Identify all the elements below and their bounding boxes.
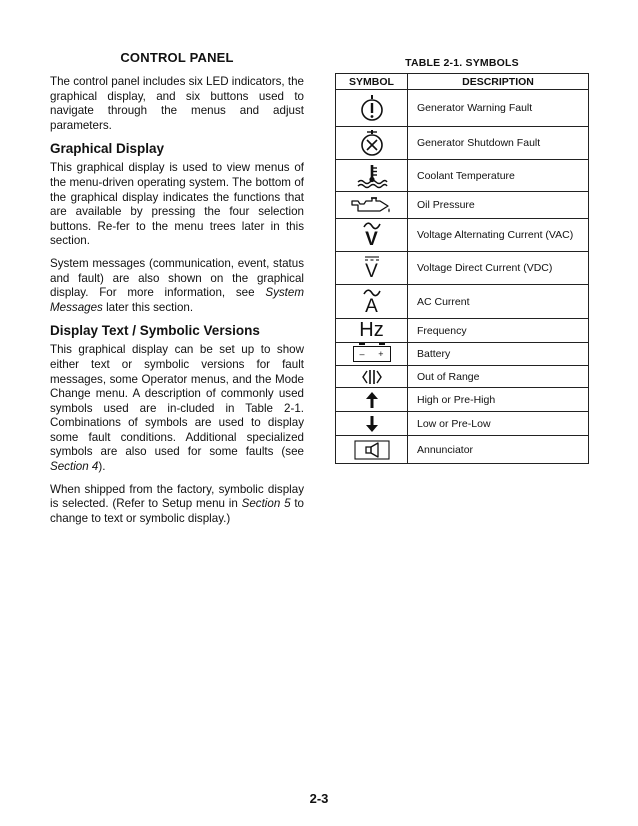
coolant-temperature-icon xyxy=(355,163,389,189)
text-run: This graphical display can be set up to show either text or symbolic versions for fault messages, some Operator menus, and the Mode Change menu. A description of commonly used symbols used are in-cluded in Table 2-1. Combinations of symbols are used to display some fault conditions. Additional specialized symbols are also used for some faults (see xyxy=(50,343,304,459)
symbol-cell xyxy=(336,285,408,319)
symbol-cell xyxy=(336,219,408,252)
generator-shutdown-icon xyxy=(360,129,384,157)
symbol-cell xyxy=(336,343,408,366)
symbol-cell xyxy=(336,90,408,127)
symbol-cell xyxy=(336,252,408,285)
table-row xyxy=(336,127,589,160)
symbol-cell xyxy=(336,127,408,160)
battery-terminal-left xyxy=(359,343,365,345)
description-cell: Voltage Direct Current (VDC) xyxy=(408,252,589,285)
graphical-display-heading: Graphical Display xyxy=(50,141,165,157)
volt-symbol: V xyxy=(365,261,378,282)
table-row xyxy=(336,366,589,388)
description-cell: Battery xyxy=(408,343,589,366)
table-row xyxy=(336,90,589,127)
description-cell: Annunciator xyxy=(408,436,589,464)
frequency-icon: Hz xyxy=(359,319,384,341)
description-cell: Out of Range xyxy=(408,366,589,388)
battery-minus-sign: – xyxy=(359,349,365,359)
vdc-icon xyxy=(336,255,407,281)
table-row xyxy=(336,192,589,219)
table-row xyxy=(336,219,589,252)
symbol-cell xyxy=(336,192,408,219)
display-text-heading: Display Text / Symbolic Versions xyxy=(50,323,260,339)
description-cell: AC Current xyxy=(408,285,589,319)
annunciator-icon xyxy=(354,440,390,460)
table-row xyxy=(336,252,589,285)
symbol-cell xyxy=(336,319,408,343)
table-row xyxy=(336,412,589,436)
section-reference: Section 5 xyxy=(241,497,291,511)
volt-symbol: V xyxy=(365,229,378,250)
section-reference: Section 4 xyxy=(50,460,99,474)
symbol-cell xyxy=(336,436,408,464)
page-number: 2-3 xyxy=(309,791,329,806)
left-column xyxy=(50,50,304,534)
oil-pressure-icon xyxy=(350,195,394,215)
description-cell: Generator Warning Fault xyxy=(408,90,589,127)
symbol-cell xyxy=(336,366,408,388)
description-cell: High or Pre-High xyxy=(408,388,589,412)
generator-warning-icon xyxy=(360,94,384,122)
text-run: When shipped from the factory, symbolic display is selected. (Refer to Setup menu in xyxy=(50,482,304,511)
symbol-cell xyxy=(336,412,408,436)
display-text-paragraph-1 xyxy=(50,343,304,474)
intro-paragraph: The control panel includes six LED indicators, the graphical display, and six buttons used to navigate through the menus and adjust parameters. xyxy=(50,75,304,132)
symbols-table-block xyxy=(335,57,589,464)
section-title: CONTROL PANEL xyxy=(120,50,234,65)
section-reference: System Messages xyxy=(50,286,304,314)
table-row xyxy=(336,160,589,192)
amp-symbol: A xyxy=(365,295,378,317)
vac-icon xyxy=(336,221,407,249)
table-row xyxy=(336,319,589,343)
display-text-paragraph-2 xyxy=(50,483,304,527)
arrow-down-icon xyxy=(365,415,379,433)
text-run: to change to text or symbolic display.) xyxy=(50,497,305,525)
battery-terminal-right xyxy=(379,343,385,345)
description-cell: Voltage Alternating Current (VAC) xyxy=(408,219,589,252)
text-run: later this section. xyxy=(102,300,194,314)
symbol-cell xyxy=(336,388,408,412)
symbols-table xyxy=(335,73,589,464)
battery-plus-sign: + xyxy=(378,349,384,359)
graphical-display-paragraph-1: This graphical display is used to view menus of the menu-driven operating system. The bottom of the graphical display indicates the functions that are available by pressing the four selection buttons. Re-fer to the menu trees later in this section. xyxy=(50,161,304,248)
table-title: TABLE 2-1. SYMBOLS xyxy=(405,57,519,69)
symbol-column-header: SYMBOL xyxy=(336,74,408,90)
description-cell: Low or Pre-Low xyxy=(408,412,589,436)
symbol-cell xyxy=(336,160,408,192)
description-cell: Coolant Temperature xyxy=(408,160,589,192)
text-run: System messages (communication, event, status and fault) are also shown on the graphical display. For more information, see xyxy=(50,256,304,300)
table-row xyxy=(336,285,589,319)
text-run: ). xyxy=(98,460,106,474)
description-column-header: DESCRIPTION xyxy=(408,74,589,90)
battery-icon xyxy=(353,346,391,362)
table-row xyxy=(336,436,589,464)
description-cell: Frequency xyxy=(408,319,589,343)
out-of-range-icon xyxy=(361,369,383,385)
arrow-up-icon xyxy=(365,391,379,409)
table-row xyxy=(336,388,589,412)
description-cell: Generator Shutdown Fault xyxy=(408,127,589,160)
description-cell: Oil Pressure xyxy=(408,192,589,219)
table-header-row xyxy=(336,74,589,90)
graphical-display-paragraph-2 xyxy=(50,257,304,315)
ac-current-icon xyxy=(336,288,407,316)
table-row xyxy=(336,343,589,366)
